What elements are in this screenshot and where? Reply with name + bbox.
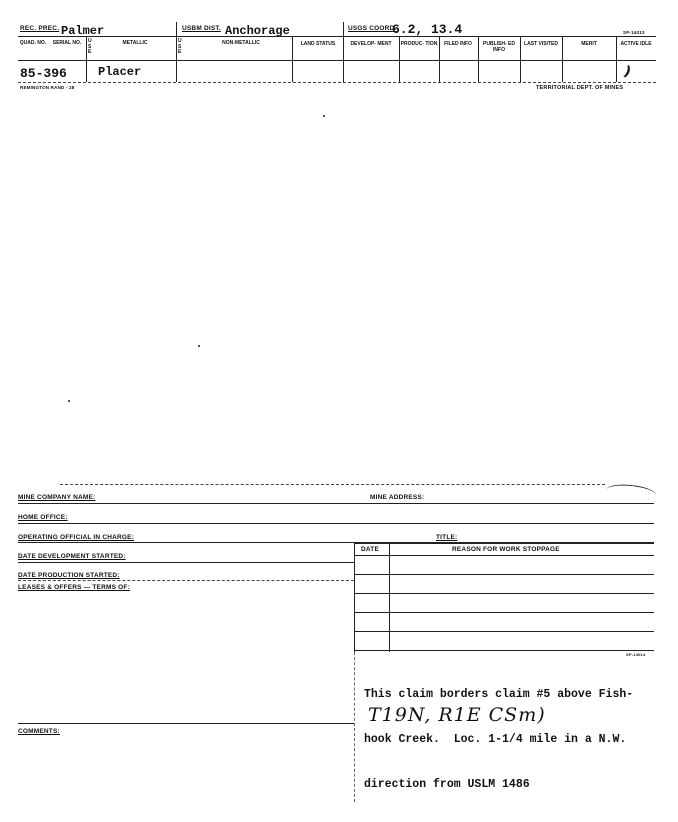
usbm-dist-label: USBM DIST. xyxy=(182,25,221,32)
development-line xyxy=(18,562,354,563)
date-development-label: DATE DEVELOPMENT STARTED: xyxy=(18,553,126,560)
use-letter-s2: S xyxy=(178,43,182,50)
stoppage-row-3 xyxy=(354,612,654,613)
remarks-line-3: direction from USLM 1486 xyxy=(364,778,530,791)
col-production: PRODUC- TION xyxy=(400,41,438,47)
stoppage-left-border xyxy=(354,542,355,652)
remarks-line-2: hook Creek. Loc. 1-1/4 mile in a N.W. xyxy=(364,733,627,746)
company-line-swoosh xyxy=(605,482,656,502)
mine-address-label: MINE ADDRESS: xyxy=(370,494,425,501)
stoppage-header-line xyxy=(354,555,654,556)
title-label: TITLE: xyxy=(436,534,458,541)
column-heading-bottom-line xyxy=(18,60,656,61)
col-line-2 xyxy=(176,36,177,82)
stoppage-row-5 xyxy=(354,650,654,651)
stray-mark-2 xyxy=(198,345,200,347)
header-divider-2 xyxy=(343,22,344,36)
remarks-typed xyxy=(364,657,633,822)
mine-company-name-label: MINE COMPANY NAME: xyxy=(18,494,96,501)
home-office-line xyxy=(18,523,654,524)
rec-prec-value: Palmer xyxy=(61,24,105,38)
header-divider-1 xyxy=(176,22,177,36)
usgs-coord-value: 6.2, 13.4 xyxy=(392,22,463,37)
official-line-right xyxy=(354,542,654,544)
col-use-letters-nonmetallic xyxy=(178,39,184,56)
comments-label: COMMENTS: xyxy=(18,728,60,735)
use-letter-e2: E xyxy=(178,49,182,55)
col-published-info: PUBLISH- ED INFO xyxy=(483,41,515,53)
form-code: SP-14013 xyxy=(623,30,645,35)
stoppage-reason-header: REASON FOR WORK STOPPAGE xyxy=(452,546,560,553)
col-quad-no: QUAD. NO. xyxy=(19,40,47,46)
lower-top-dashed xyxy=(60,484,605,485)
col-merit: MERIT xyxy=(581,41,597,47)
stoppage-row-4 xyxy=(354,631,654,632)
col-development: DEVELOP- MENT xyxy=(350,41,392,47)
stray-mark-1 xyxy=(323,115,325,117)
footer-right-text: TERRITORIAL DEPT. OF MINES xyxy=(536,85,624,91)
record-active-mark: ) xyxy=(621,63,633,81)
stoppage-date-divider xyxy=(389,542,390,652)
col-filed-info: FILED INFO xyxy=(444,41,472,47)
col-serial-no: SERIAL NO. xyxy=(52,40,82,46)
col-metallic: METALLIC xyxy=(122,40,148,46)
stoppage-row-2 xyxy=(354,593,654,594)
usgs-coord-label: USGS COORD. xyxy=(348,25,397,32)
remarks-handwritten: T19N, R1E CSm) xyxy=(368,704,546,726)
remarks-line-1: This claim borders claim #5 above Fish- xyxy=(364,688,634,701)
usbm-dist-value: Anchorage xyxy=(225,24,290,38)
date-production-label: DATE PRODUCTION STARTED: xyxy=(18,572,120,579)
record-bottom-line xyxy=(18,82,656,83)
use-letter-s: S xyxy=(88,43,92,50)
header-bottom-line xyxy=(18,36,656,37)
comments-line xyxy=(18,723,354,724)
col-non-metallic: NON-METALLIC xyxy=(222,40,260,46)
production-line xyxy=(18,580,354,581)
use-letter-u2: U xyxy=(178,38,182,44)
stray-mark-3 xyxy=(68,400,70,402)
record-quad-serial: 85-396 xyxy=(20,66,67,81)
col-line-3 xyxy=(292,36,293,82)
use-letter-u: U xyxy=(88,38,92,44)
col-active-idle: ACTIVE IDLE xyxy=(620,41,652,47)
record-metallic: Placer xyxy=(98,65,142,79)
company-line xyxy=(18,503,654,504)
leases-label: LEASES & OFFERS — TERMS OF: xyxy=(18,584,130,591)
stoppage-date-header: DATE xyxy=(361,546,380,553)
official-line-left xyxy=(18,542,354,543)
col-use-letters-metallic xyxy=(88,39,94,56)
footer-left-text: REMINGTON RAND - 28 xyxy=(20,85,75,90)
home-office-label: HOME OFFICE: xyxy=(18,514,68,521)
col-line-4 xyxy=(343,36,344,82)
use-letter-e: E xyxy=(88,49,92,55)
lower-divider-dashed xyxy=(354,652,355,802)
col-land-status: LAND STATUS xyxy=(300,41,336,47)
stoppage-row-1 xyxy=(354,574,654,575)
operating-official-label: OPERATING OFFICIAL IN CHARGE: xyxy=(18,534,135,541)
rec-prec-label: REC. PREC. xyxy=(20,25,60,32)
col-last-visited: LAST VISITED xyxy=(524,41,558,47)
lower-form-code: SP-14014 xyxy=(626,652,646,657)
col-line-1 xyxy=(86,36,87,82)
